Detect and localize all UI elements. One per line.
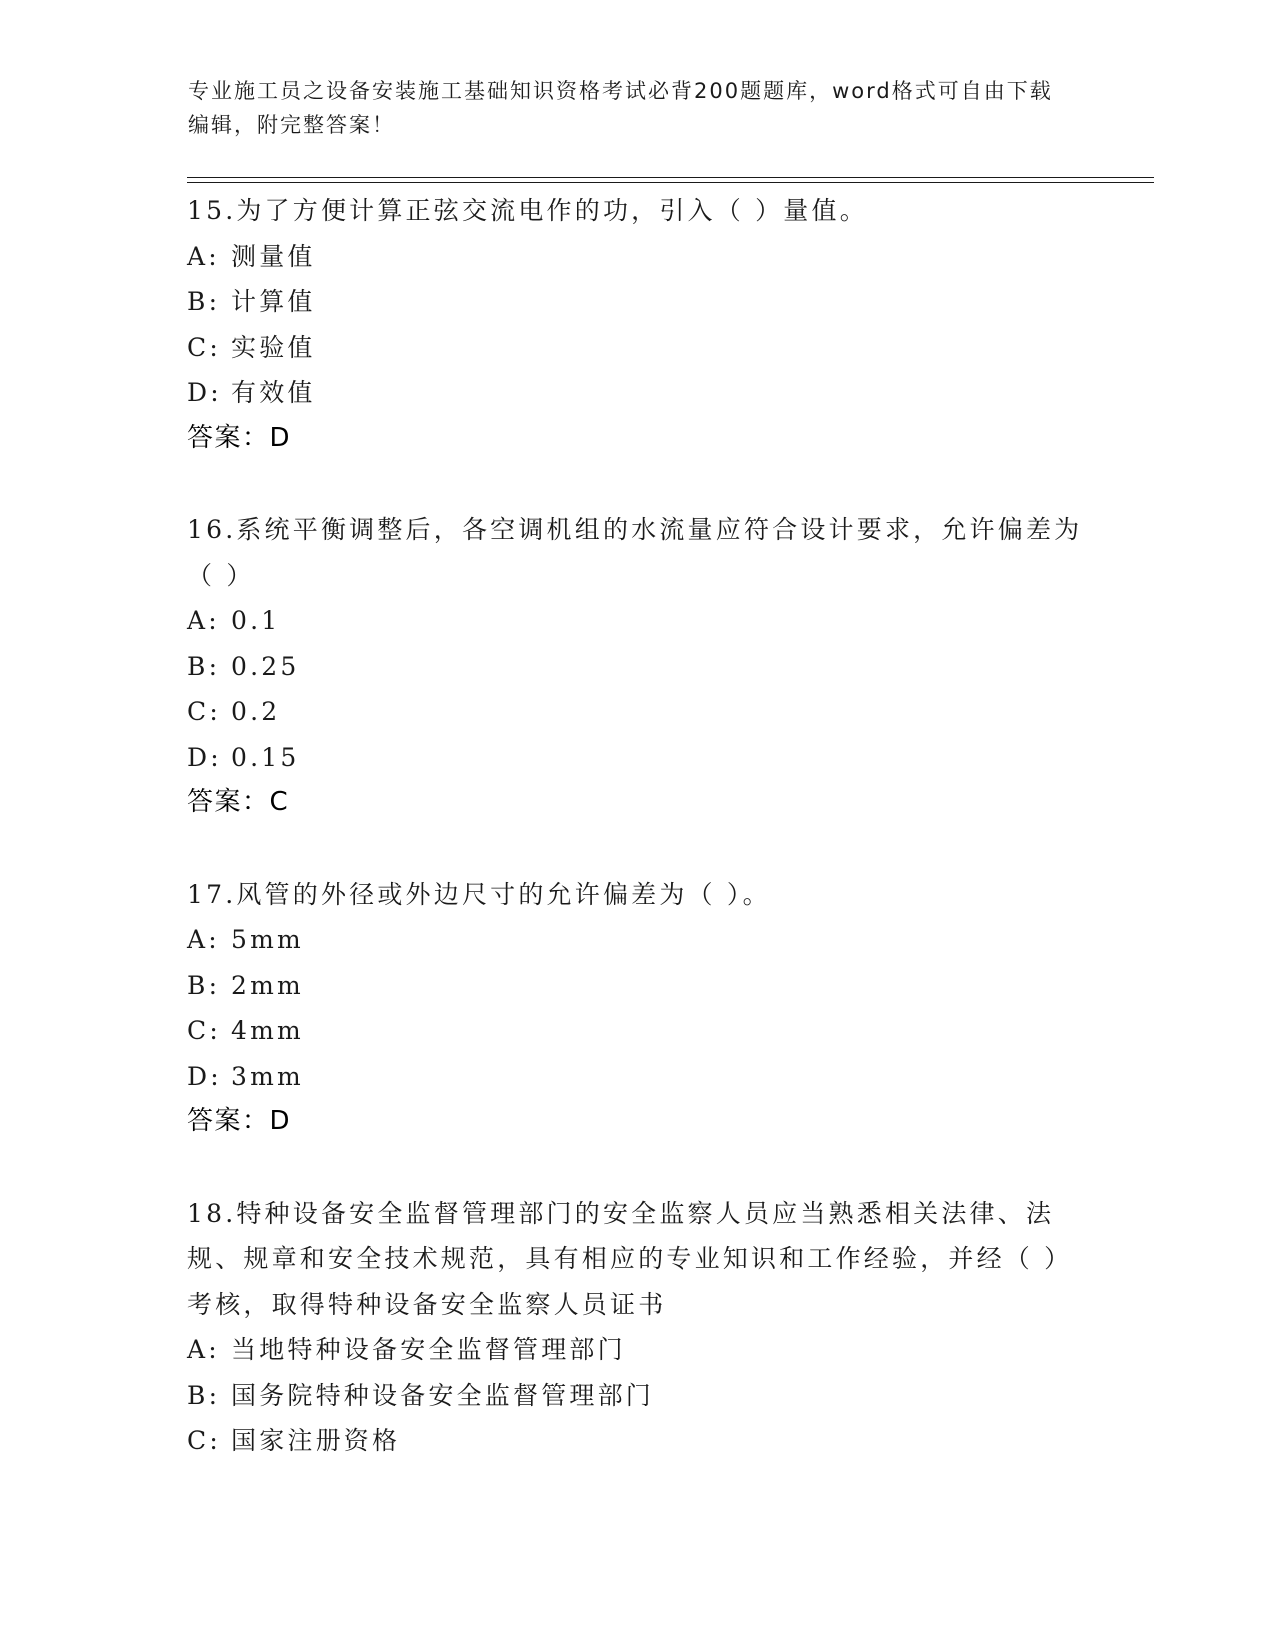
option-text: 5mm (231, 925, 304, 954)
option-text: 3mm (231, 1061, 304, 1091)
question-18 (187, 1191, 1087, 1464)
option-letter: D: (187, 742, 222, 772)
option-text: 测量值 (231, 241, 316, 271)
option-d (187, 735, 1087, 781)
question-15 (187, 188, 1087, 461)
option-text: 0.25 (231, 651, 300, 681)
option-text: 国家注册资格 (231, 1426, 401, 1455)
option-letter: B: (187, 1380, 221, 1410)
option-a (187, 917, 1087, 963)
option-b (187, 644, 1087, 690)
option-c (187, 689, 1087, 735)
option-text: 当地特种设备安全监督管理部门 (231, 1335, 626, 1364)
question-stem: 18.特种设备安全监督管理部门的安全监察人员应当熟悉相关法律、法规、规章和安全技术规范，具有相应的专业知识和工作经验，并经（ ）考核，取得特种设备安全监察人员证书 (187, 1198, 1073, 1319)
option-text: 实验值 (231, 332, 316, 362)
option-text: 2mm (231, 970, 304, 1000)
option-b (187, 963, 1087, 1009)
option-letter: D: (187, 378, 222, 407)
option-a (187, 234, 1087, 280)
question-17 (187, 872, 1087, 1145)
question-16 (187, 507, 1087, 826)
option-a (187, 1327, 1087, 1373)
option-letter: C: (187, 332, 221, 362)
option-letter: B: (187, 651, 221, 681)
option-text: 4mm (231, 1016, 304, 1045)
answer-line: 答案：C (187, 787, 290, 817)
option-text: 0.15 (231, 742, 300, 772)
option-b (187, 1373, 1087, 1419)
option-text: 0.2 (231, 697, 281, 726)
option-d (187, 370, 1087, 416)
option-c (187, 1418, 1087, 1464)
answer-line: 答案：D (187, 1106, 292, 1136)
option-text: 0.1 (231, 606, 281, 635)
question-stem: 15.为了方便计算正弦交流电作的功，引入（ ）量值。 (187, 196, 868, 225)
header-divider-top (187, 177, 1154, 178)
answer-line: 答案：D (187, 422, 292, 453)
option-letter: A: (187, 606, 220, 635)
header-divider-bottom (187, 182, 1154, 183)
question-list (187, 188, 1087, 1510)
option-letter: C: (187, 1016, 221, 1045)
option-a (187, 598, 1087, 644)
question-stem: 16.系统平衡调整后，各空调机组的水流量应符合设计要求，允许偏差为（ ） (187, 515, 1083, 590)
option-letter: D: (187, 1061, 222, 1091)
option-letter: C: (187, 1426, 221, 1455)
option-letter: A: (187, 925, 220, 954)
option-c (187, 325, 1087, 371)
option-letter: A: (187, 241, 220, 271)
option-letter: C: (187, 697, 221, 726)
option-b (187, 279, 1087, 325)
option-text: 国务院特种设备安全监督管理部门 (231, 1380, 655, 1410)
option-text: 计算值 (231, 287, 316, 316)
option-letter: B: (187, 970, 221, 1000)
option-text: 有效值 (231, 378, 316, 407)
option-letter: B: (187, 287, 221, 316)
option-c (187, 1008, 1087, 1054)
option-d (187, 1054, 1087, 1100)
option-letter: A: (187, 1335, 220, 1364)
question-stem: 17.风管的外径或外边尺寸的允许偏差为（ ）。 (187, 879, 771, 909)
document-header: 专业施工员之设备安装施工基础知识资格考试必背200题题库，word格式可自由下载编辑，附完整答案！ (188, 79, 1053, 137)
